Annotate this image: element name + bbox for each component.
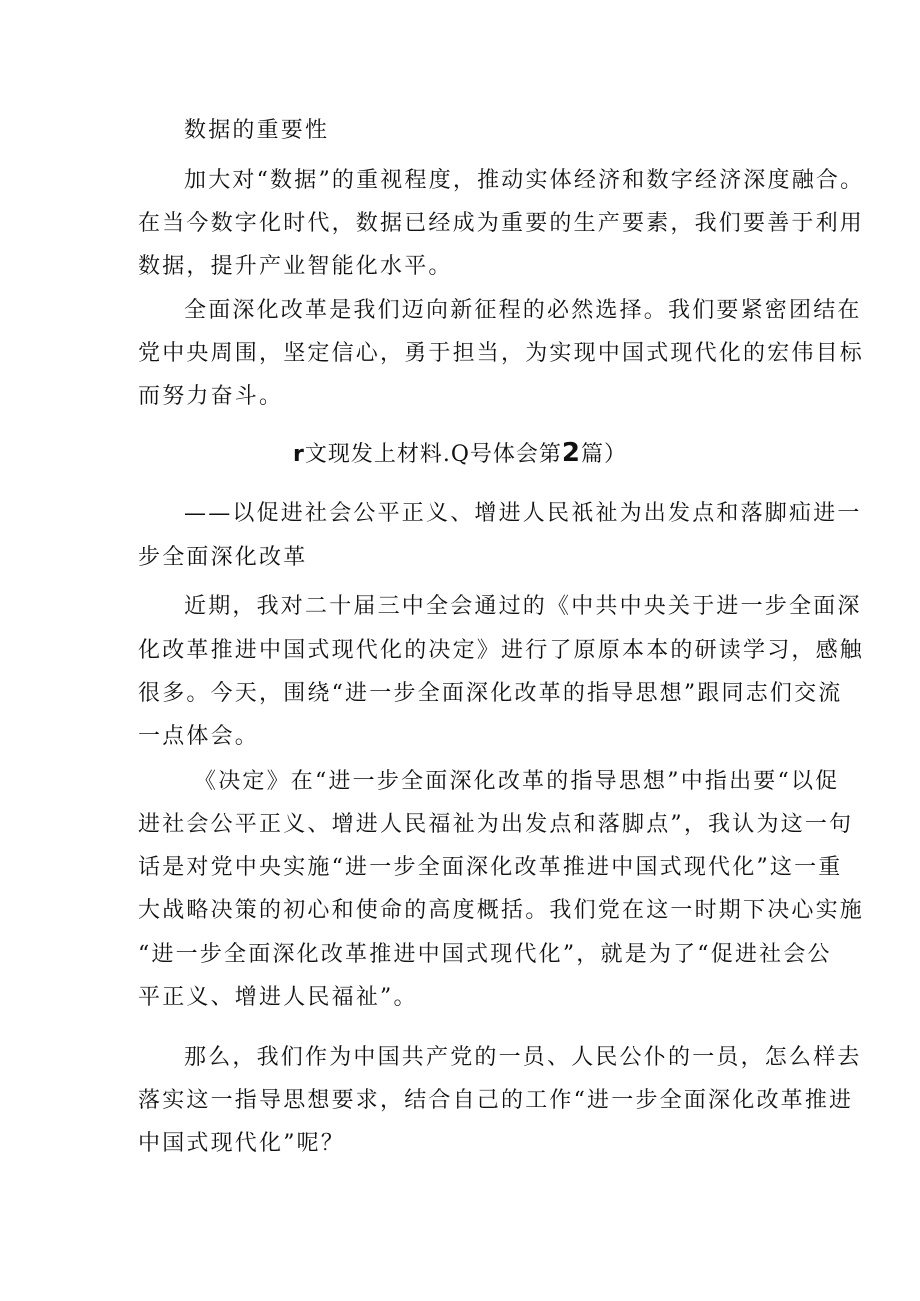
paragraph-line: 很多。今天，围绕“进一步全面深化改革的指导思想”跟同志们交流 bbox=[138, 681, 843, 706]
paragraph-line: 而努力奋斗。 bbox=[138, 384, 284, 409]
heading-prefix: r bbox=[292, 442, 305, 467]
paragraph-line: 数据，提升产业智能化水平。 bbox=[138, 254, 453, 279]
paragraph-line: 化改革推进中国式现代化的决定》进行了原原本本的研读学习，感触 bbox=[138, 638, 865, 663]
paragraph-line: 大战略决策的初心和使命的高度概括。我们党在这一时期下决心实施 bbox=[138, 898, 865, 923]
paragraph-line: 中国式现代化”呢？ bbox=[138, 1131, 346, 1156]
subtitle-line: 步全面深化改革 bbox=[138, 545, 308, 570]
heading-rest: 号体会第 bbox=[469, 442, 562, 467]
paragraph-line: 在当今数字化时代，数据已经成为重要的生产要素，我们要善于利用 bbox=[138, 211, 865, 236]
paragraph-line: 话是对党中央实施“进一步全面深化改革推进中国式现代化”这一重 bbox=[138, 855, 843, 880]
heading-q: Q bbox=[450, 442, 470, 467]
paragraph-line: 全面深化改革是我们迈向新征程的必然选择。我们要紧密团结在 bbox=[184, 298, 862, 323]
paragraph-line: 近期，我对二十届三中全会通过的《中共中央关于进一步全面深 bbox=[184, 594, 862, 619]
paragraph-line: 数据的重要性 bbox=[184, 118, 330, 143]
paragraph-line: 党中央周围，坚定信心，勇于担当，为实现中国式现代化的宏伟目标 bbox=[138, 341, 865, 366]
paragraph-line: 落实这一指导思想要求，结合自己的工作“进一步全面深化改革推进 bbox=[138, 1088, 854, 1113]
heading-number: 2 bbox=[561, 438, 581, 468]
paragraph-line: 《决定》在“进一步全面深化改革的指导思想”中指出要“以促 bbox=[194, 769, 840, 794]
paragraph-line: 那么，我们作为中国共产党的一员、人民公仆的一员，怎么样去 bbox=[184, 1045, 862, 1070]
paragraph-line: 进社会公平正义、增进人民福祉为出发点和落脚点”，我认为这一句 bbox=[138, 812, 854, 837]
paragraph-line: “进一步全面深化改革推进中国式现代化”，就是为了“促进社会公 bbox=[138, 942, 832, 967]
heading-suffix: 篇） bbox=[581, 442, 628, 467]
paragraph-line: 一点体会。 bbox=[138, 724, 260, 749]
paragraph-line: 加大对“数据”的重视程度，推动实体经济和数字经济深度融合。 bbox=[184, 168, 865, 193]
section-heading bbox=[0, 438, 920, 470]
heading-middle: 文现发上材料. bbox=[304, 442, 451, 467]
paragraph-line: 平正义、增进人民福祉”。 bbox=[138, 985, 418, 1010]
subtitle-line: ——以促进社会公平正义、增进人民祇祉为出发点和落脚疝进一 bbox=[184, 501, 862, 526]
